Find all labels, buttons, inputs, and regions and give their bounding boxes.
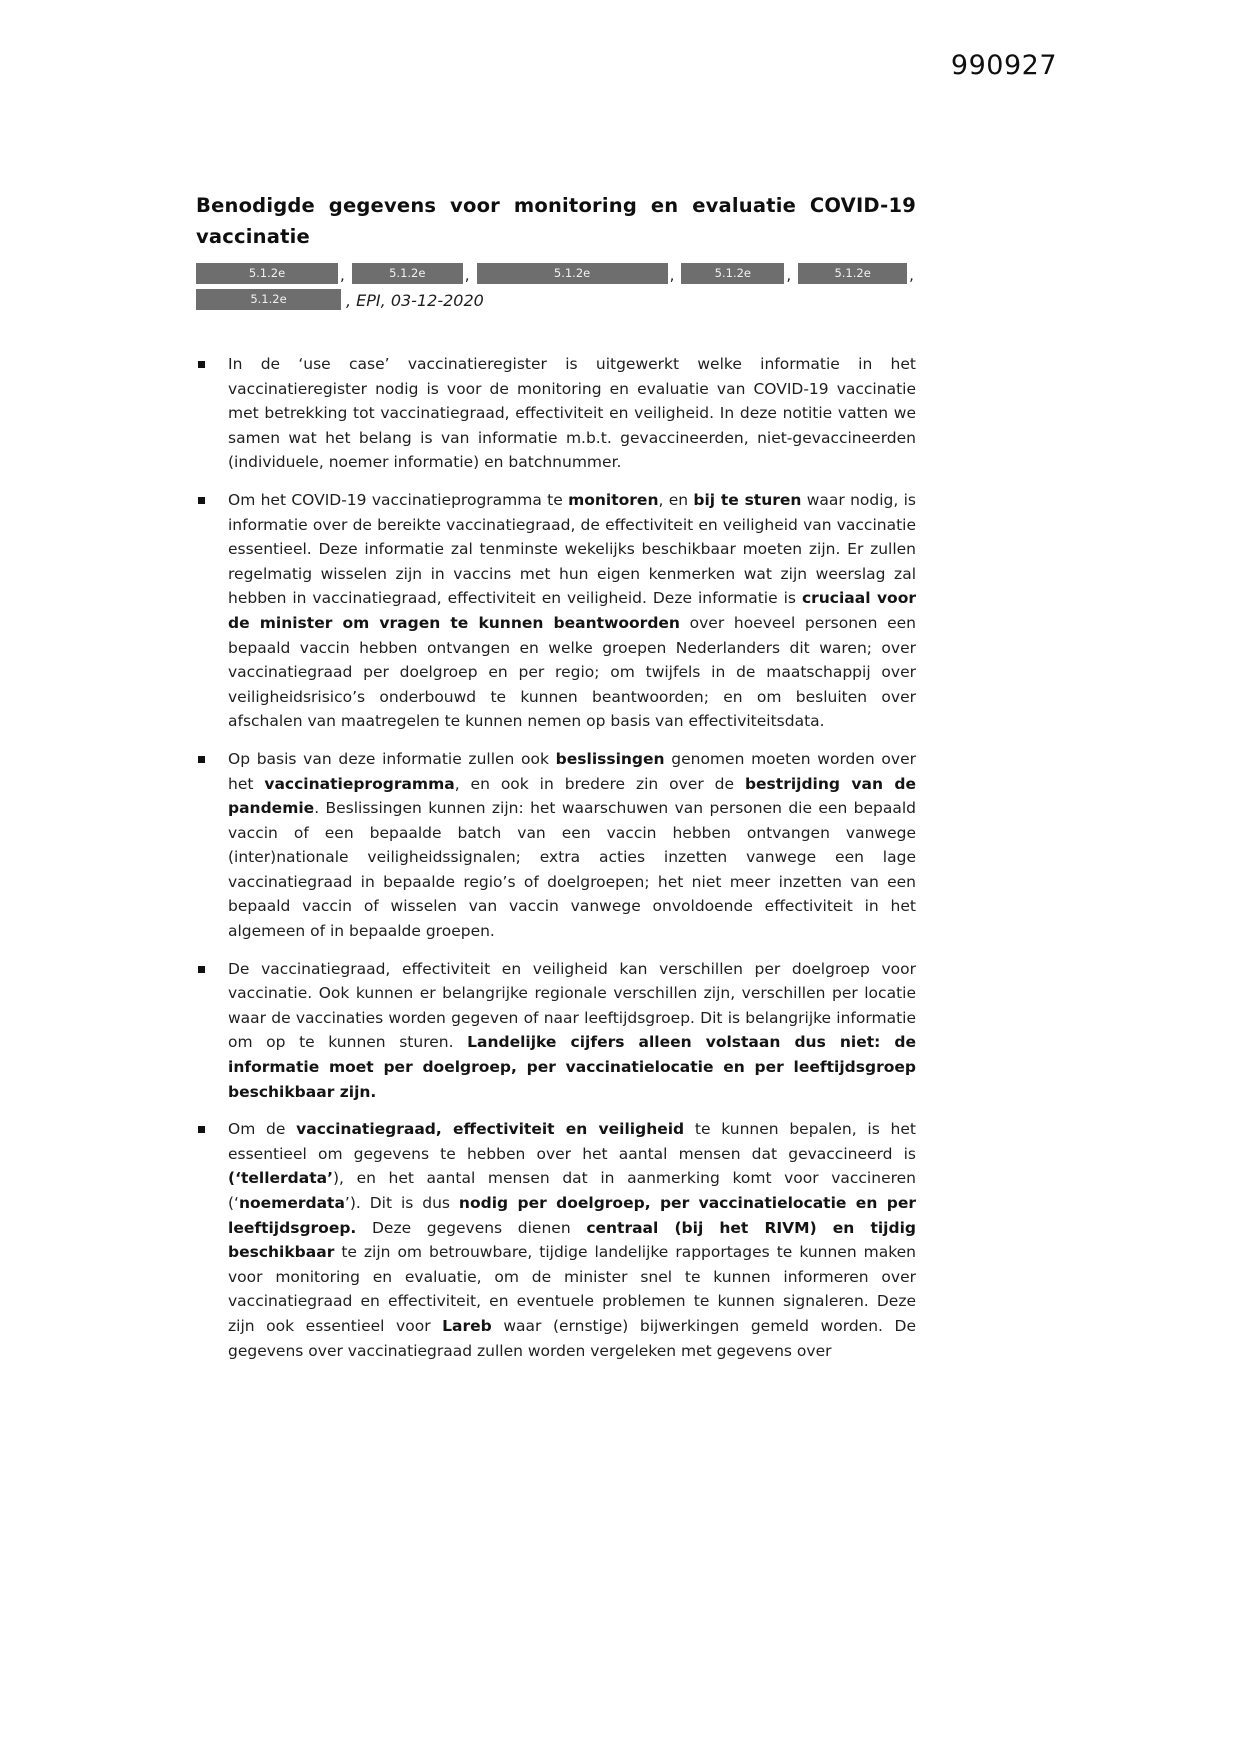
bullet-marker-icon xyxy=(196,1117,228,1363)
bullet-marker-icon xyxy=(196,747,228,944)
page-number: 990927 xyxy=(950,50,1057,81)
redaction-block: 5.1.2e xyxy=(196,289,341,310)
redaction-separator: , xyxy=(340,266,345,284)
document-title: Benodigde gegevens voor monitoring en evaluatie COVID-19 vaccinatie xyxy=(196,194,916,248)
redaction-suffix: , EPI, 03-12-2020 xyxy=(346,291,484,310)
bullet-item xyxy=(196,957,916,1105)
redaction-row xyxy=(196,289,916,310)
bullet-marker-icon xyxy=(196,957,228,1105)
bullet-item xyxy=(196,747,916,944)
redaction-separator: , xyxy=(464,266,470,284)
redaction-block: 5.1.2e xyxy=(681,263,784,284)
bullet-text: Om het COVID-19 vaccinatieprogramma te monitoren, en bij te sturen waar nodig, is informatie over de bereikte vaccinatiegraad, de effectiviteit en veiligheid van vaccinatie essentieel. Deze informatie zal tenminste wekelijks beschikbaar moeten zijn. Er zullen regelmatig wisselen zijn in vaccins met hun eigen kenmerken wat zijn weerslag zal hebben in vaccinatiegraad, effectiviteit en veiligheid. Deze informatie is cruciaal voor de minister om vragen te kunnen beantwoorden over hoeveel personen een bepaald vaccin hebben ontvangen en welke groepen Nederlanders dit waren; over vaccinatiegraad per doelgroep en per regio; om twijfels in de maatschappij over veiligheidsrisico’s onderbouwd te kunnen beantwoorden; en om besluiten over afschalen van maatregelen te kunnen nemen op basis van effectiviteitsdata. xyxy=(228,490,917,731)
bullet-marker-icon xyxy=(196,488,228,734)
document-content xyxy=(196,190,916,1376)
bullet-text: Om de vaccinatiegraad, effectiviteit en veiligheid te kunnen bepalen, is het essentieel om gegevens te hebben over het aantal mensen dat gevaccineerd is (‘tellerdata’), en het aantal mensen dat in aanmerking komt voor vaccineren (‘noemerdata’). Dit is dus nodig per doelgroep, per vaccinatielocatie en per leeftijdsgroep. Deze gegevens dienen centraal (bij het RIVM) en tijdig beschikbaar te zijn om betrouwbare, tijdige landelijke rapportages te kunnen maken voor monitoring en evaluatie, om de minister snel te kunnen informeren over vaccinatiegraad en effectiviteit, en eventuele problemen te kunnen signaleren. Deze zijn ook essentieel voor Lareb waar (ernstige) bijwerkingen gemeld worden. De gegevens over vaccinatiegraad zullen worden vergeleken met gegevens over xyxy=(228,1120,917,1360)
bullet-text: De vaccinatiegraad, effectiviteit en veiligheid kan verschillen per doelgroep voor vaccinatie. Ook kunnen er belangrijke regionale verschillen zijn, verschillen per locatie waar de vaccinaties worden gegeven of naar leeftijdsgroep. Dit is belangrijke informatie om op te kunnen sturen. Landelijke cijfers alleen volstaan dus niet: de informatie moet per doelgroep, per vaccinatielocatie en per leeftijdsgroep beschikbaar zijn. xyxy=(228,959,917,1101)
bullet-marker-icon xyxy=(196,352,228,475)
redaction-block: 5.1.2e xyxy=(352,263,463,284)
redaction-separator: , xyxy=(909,266,914,284)
redaction-block: 5.1.2e xyxy=(196,263,338,284)
bullet-item xyxy=(196,352,916,475)
bullet-item xyxy=(196,488,916,734)
redaction-block: 5.1.2e xyxy=(798,263,907,284)
bullet-text: In de ‘use case’ vaccinatieregister is uitgewerkt welke informatie in het vaccinatieregister nodig is voor de monitoring en evaluatie van COVID-19 vaccinatie met betrekking tot vaccinatiegraad, effectiviteit en veiligheid. In deze notitie vatten we samen wat het belang is van informatie m.b.t. gevaccineerden, niet-gevaccineerden (individuele, noemer informatie) en batchnummer. xyxy=(228,355,916,472)
redaction-row xyxy=(196,263,916,284)
redaction-separator: , xyxy=(786,266,792,284)
bullet-item xyxy=(196,1117,916,1363)
bullet-text: Op basis van deze informatie zullen ook beslissingen genomen moeten worden over het vaccinatieprogramma, en ook in bredere zin over de bestrijding van de pandemie. Beslissingen kunnen zijn: het waarschuwen van personen die een bepaald vaccin of een bepaalde batch van een vaccin hebben ontvangen vanwege (inter)nationale veiligheidssignalen; extra acties inzetten vanwege een lage vaccinatiegraad in bepaalde regio’s of doelgroepen; het niet meer inzetten van een bepaald vaccin of wisselen van vaccin vanwege onvoldoende effectiviteit in het algemeen of in bepaalde groepen. xyxy=(228,749,916,941)
redaction-block: 5.1.2e xyxy=(477,263,668,284)
bullet-list xyxy=(196,352,916,1363)
redaction-separator: , xyxy=(669,266,675,284)
redaction-rows xyxy=(196,263,916,310)
